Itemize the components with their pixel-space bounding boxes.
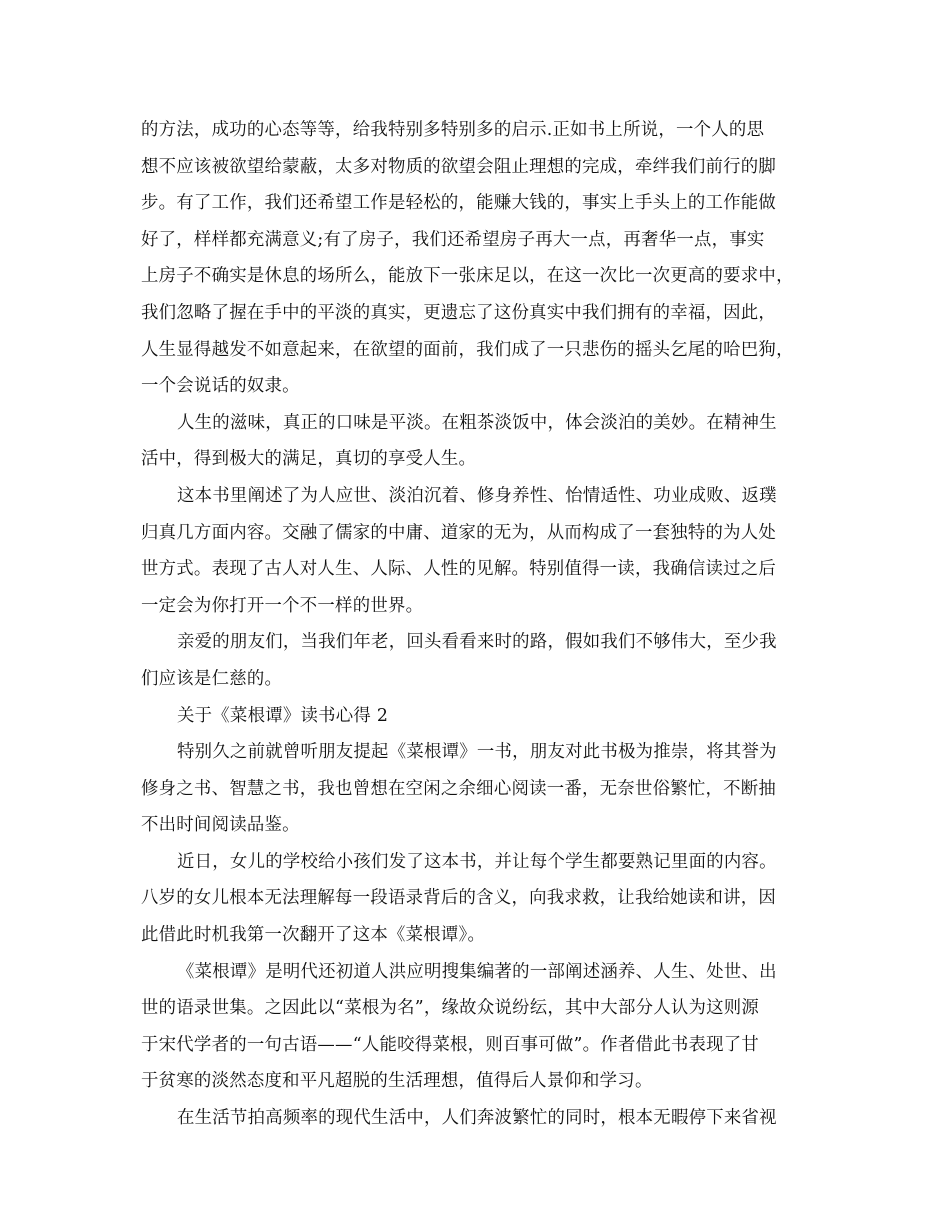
text-line: 想不应该被欲望给蒙蔽，太多对物质的欲望会阻止理想的完成，牵绊我们前行的脚 xyxy=(141,156,777,177)
text-line: 修身之书、智慧之书，我也曾想在空闲之余细心阅读一番，无奈世俗繁忙，不断抽 xyxy=(141,778,777,799)
text-line: 世方式。表现了古人对人生、人际、人性的见解。特别值得一读，我确信读过之后 xyxy=(141,559,777,580)
text-line: 《菜根谭》是明代还初道人洪应明搜集编著的一部阐述涵养、人生、处世、出 xyxy=(177,961,777,982)
text-line: 活中，得到极大的满足，真切的享受人生。 xyxy=(141,449,477,470)
text-line: 们应该是仁慈的。 xyxy=(141,668,283,689)
text-line: 上房子不确实是休息的场所么，能放下一张床足以，在这一次比一次更高的要求中， xyxy=(141,266,794,287)
text-line: 于贫寒的淡然态度和平凡超脱的生活理想，值得后人景仰和学习。 xyxy=(141,1071,653,1092)
text-line: 不出时间阅读品鉴。 xyxy=(141,815,300,836)
text-line: 近日，女儿的学校给小孩们发了这本书，并让每个学生都要熟记里面的内容。 xyxy=(177,851,777,872)
text-line: 这本书里阐述了为人应世、淡泊沉着、修身养性、怡情适性、功业成败、返璞 xyxy=(177,485,777,506)
text-line: 在生活节拍高频率的现代生活中，人们奔波繁忙的同时，根本无暇停下来省视 xyxy=(177,1108,777,1129)
text-line: 一个会说话的奴隶。 xyxy=(141,376,300,397)
text-line: 的方法，成功的心态等等，给我特别多特别多的启示.正如书上所说，一个人的思 xyxy=(141,120,765,140)
text-line: 步。有了工作，我们还希望工作是轻松的，能赚大钱的，事实上手头上的工作能做 xyxy=(141,193,777,214)
text-line: 八岁的女儿根本无法理解每一段语录背后的含义，向我求救，让我给她读和讲，因 xyxy=(141,888,777,909)
text-line: 关于《菜根谭》读书心得 2 xyxy=(177,705,389,726)
text-line: 此借此时机我第一次翻开了这本《菜根谭》。 xyxy=(141,925,486,946)
text-line: 于宋代学者的一句古语——“人能咬得菜根，则百事可做”。作者借此书表现了甘 xyxy=(141,1034,760,1055)
text-line: 人生显得越发不如意起来，在欲望的面前，我们成了一只悲伤的摇头乞尾的哈巴狗， xyxy=(141,339,794,360)
text-line: 亲爱的朋友们，当我们年老，回头看看来时的路，假如我们不够伟大，至少我 xyxy=(177,632,777,653)
text-line: 人生的滋味，真正的口味是平淡。在粗茶淡饭中，体会淡泊的美妙。在精神生 xyxy=(177,412,777,433)
text-line: 特别久之前就曾听朋友提起《菜根谭》一书，朋友对此书极为推崇，将其誉为 xyxy=(177,742,777,763)
document-body xyxy=(141,112,821,1137)
text-line: 好了，样样都充满意义;有了房子，我们还希望房子再大一点，再奢华一点，事实 xyxy=(141,229,765,250)
text-line: 世的语录世集。之因此以“菜根为名”，缘故众说纷纭，其中大部分人认为这则源 xyxy=(141,998,760,1019)
text-line: 我们忽略了握在手中的平淡的真实，更遗忘了这份真实中我们拥有的幸福，因此， xyxy=(141,302,777,323)
text-line: 一定会为你打开一个不一样的世界。 xyxy=(141,595,424,616)
text-line: 归真几方面内容。交融了儒家的中庸、道家的无为，从而构成了一套独特的为人处 xyxy=(141,522,777,543)
